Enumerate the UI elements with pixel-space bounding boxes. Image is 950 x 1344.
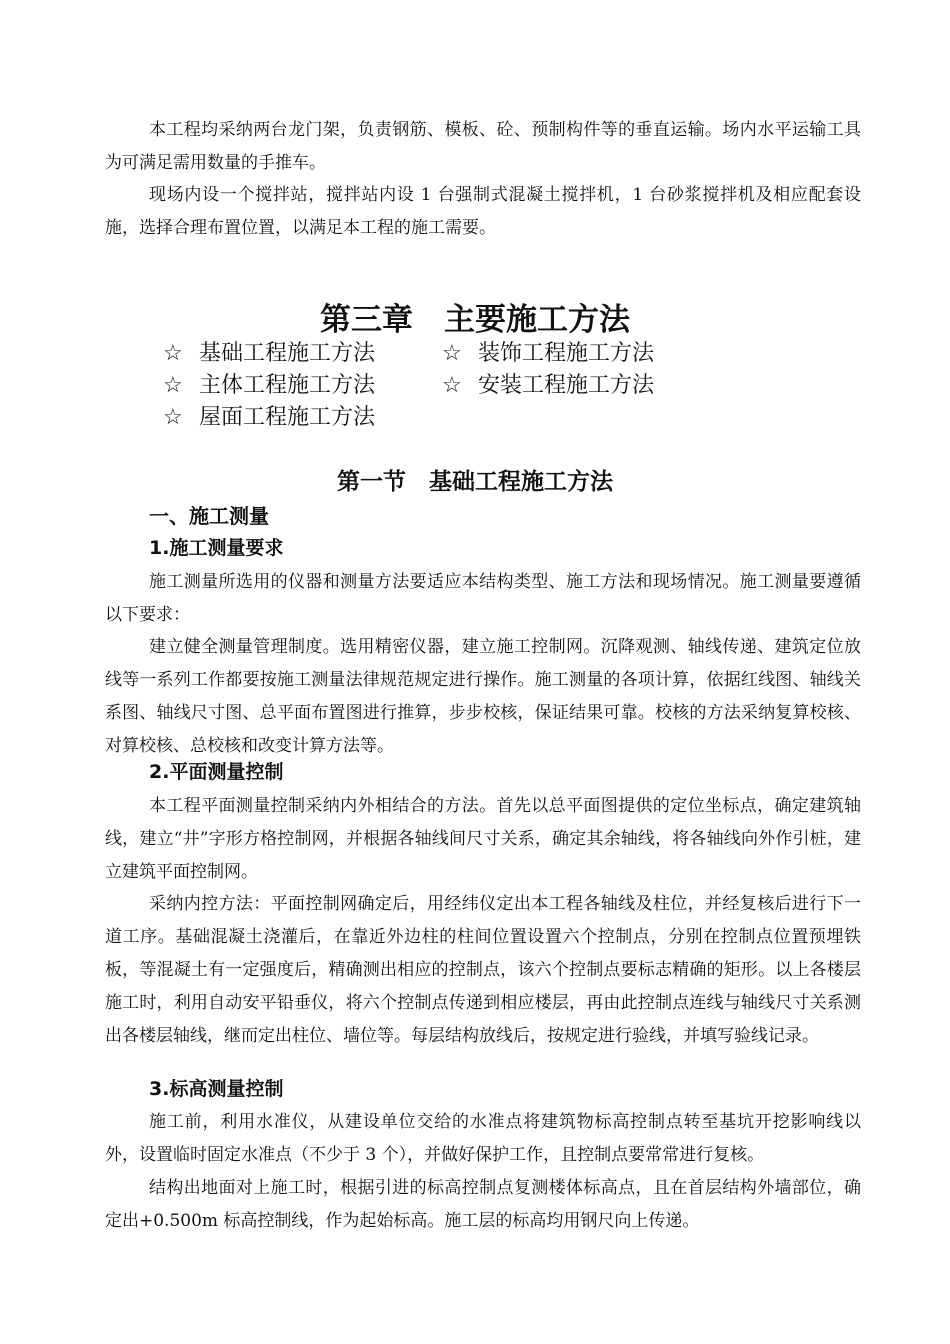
star-icon: ☆ xyxy=(163,341,183,366)
toc-item-label: 主体工程施工方法 xyxy=(199,373,376,398)
toc-item-label: 基础工程施工方法 xyxy=(199,341,376,366)
topic-heading-2: 2.平面测量控制 xyxy=(149,761,284,783)
topic-heading-1: 1.施工测量要求 xyxy=(149,537,284,559)
star-icon: ☆ xyxy=(163,405,183,430)
topic-1-paragraph-1: 施工测量所选用的仪器和测量方法要适应本结构类型、施工方法和现场情况。施工测量要遵循以下要求： xyxy=(105,572,861,625)
section-title: 第一节 基础工程施工方法 xyxy=(337,469,613,495)
star-icon: ☆ xyxy=(163,373,183,398)
topic-heading-3: 3.标高测量控制 xyxy=(149,1078,284,1100)
intro-paragraph-1: 本工程均采纳两台龙门架，负责钢筋、模板、砼、预制构件等的垂直运输。场内水平运输工具为可满足需用数量的手推车。 xyxy=(105,120,861,173)
topic-1-paragraph-2: 建立健全测量管理制度。选用精密仪器，建立施工控制网。沉降观测、轴线传递、建筑定位放线等一系列工作都要按施工测量法律规范规定进行操作。施工测量的各项计算，依据红线图、轴线关系图、轴线尺寸图、总平面布置图进行推算，步步校核，保证结果可靠。校核的方法采纳复算校核、对算校核、总校核和改变计算方法等。 xyxy=(105,637,861,756)
toc-item-label: 屋面工程施工方法 xyxy=(199,405,376,430)
star-icon: ☆ xyxy=(442,341,462,366)
topic-2-paragraph-1: 本工程平面测量控制采纳内外相结合的方法。首先以总平面图提供的定位坐标点，确定建筑轴线，建立“井”字形方格控制网，并根据各轴线间尺寸关系，确定其余轴线，将各轴线向外作引桩，建立建筑平面控制网。 xyxy=(105,796,861,882)
topic-3-paragraph-1: 施工前，利用水准仪，从建设单位交给的水准点将建筑物标高控制点转至基坑开挖影响线以外，设置临时固定水准点（不少于 3 个），并做好保护工作，且控制点要常常进行复核。 xyxy=(105,1112,861,1165)
toc-item-foundation xyxy=(163,338,375,370)
subsection-heading: 一、施工测量 xyxy=(149,504,269,528)
toc-item-main-structure xyxy=(163,370,375,402)
toc-item-label: 安装工程施工方法 xyxy=(478,373,655,398)
topic-3-paragraph-2: 结构出地面对上施工时，根据引进的标高控制点复测楼体标高点，且在首层结构外墙部位，确定出+0.500m 标高控制线，作为起始标高。施工层的标高均用钢尺向上传递。 xyxy=(105,1178,861,1231)
toc-item-installation xyxy=(442,370,654,402)
toc-item-decoration xyxy=(442,338,654,370)
topic-2-paragraph-2: 采纳内控方法：平面控制网确定后，用经纬仪定出本工程各轴线及柱位，并经复核后进行下一道工序。基础混凝土浇灌后，在靠近外边柱的柱间位置设置六个控制点，分别在控制点位置预埋铁板，等混凝土有一定强度后，精确测出相应的控制点，该六个控制点要标志精确的矩形。以上各楼层施工时，利用自动安平铅垂仪，将六个控制点传递到相应楼层，再由此控制点连线与轴线尺寸关系测出各楼层轴线，继而定出柱位、墙位等。每层结构放线后，按规定进行验线，并填写验线记录。 xyxy=(105,894,861,1046)
chapter-title: 第三章 主要施工方法 xyxy=(320,302,630,338)
toc-item-roof xyxy=(163,402,375,434)
star-icon: ☆ xyxy=(442,373,462,398)
intro-paragraph-2: 现场内设一个搅拌站，搅拌站内设 1 台强制式混凝土搅拌机，1 台砂浆搅拌机及相应配套设施，选择合理布置位置，以满足本工程的施工需要。 xyxy=(105,185,861,238)
toc-item-label: 装饰工程施工方法 xyxy=(478,341,655,366)
